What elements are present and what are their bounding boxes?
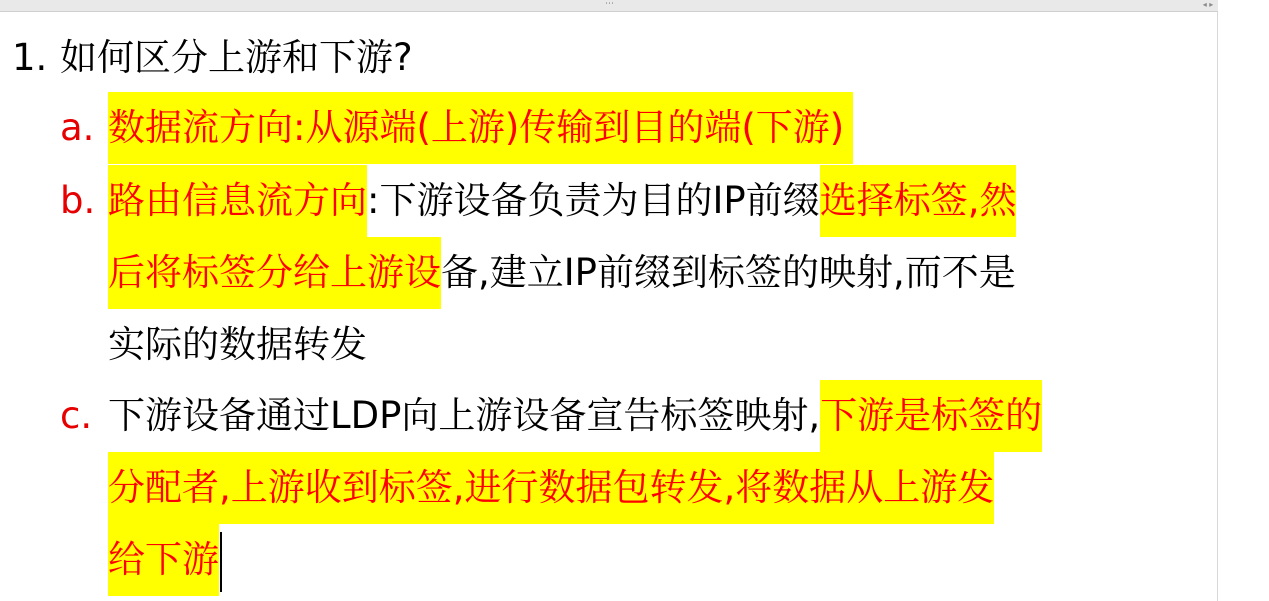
heading-text: 如何区分上游和下游? xyxy=(60,36,413,79)
item-b-line-2 xyxy=(108,243,1016,303)
item-a-highlight: 数据流方向:从源端(上游)传输到目的端(下游) xyxy=(108,92,853,164)
item-b-text-1: :下游设备负责为目的IP前缀 xyxy=(367,179,820,222)
list-marker-a: a. xyxy=(60,106,95,149)
item-b-line-3 xyxy=(108,315,367,375)
item-c-line-2 xyxy=(108,458,994,518)
item-b-highlight-2: 选择标签,然 xyxy=(820,165,1017,237)
item-b-highlight-1: 路由信息流方向 xyxy=(108,165,367,237)
item-c-line-1 xyxy=(108,386,1042,446)
item-c-highlight-1: 下游是标签的 xyxy=(820,380,1042,452)
list-number-1: 1. xyxy=(12,36,48,79)
item-b-line-1 xyxy=(108,171,1016,231)
resize-grip-icon[interactable]: ⋯ xyxy=(605,0,615,9)
list-marker-b: b. xyxy=(60,179,96,222)
item-c-text-1: 下游设备通过LDP向上游设备宣告标签映射, xyxy=(108,394,821,437)
document-top-ruler xyxy=(0,0,1218,12)
text-cursor xyxy=(220,532,222,592)
item-b-text-2: 备,建立IP前缀到标签的映射,而不是 xyxy=(441,251,1016,294)
item-b-text-3: 实际的数据转发 xyxy=(108,323,367,366)
list-marker-c: c. xyxy=(60,394,93,437)
page-right-border xyxy=(1217,12,1218,601)
item-b-highlight-3: 后将标签分给上游设 xyxy=(108,237,441,309)
item-c-line-3 xyxy=(108,530,222,590)
item-c-highlight-3: 给下游 xyxy=(108,524,219,596)
item-a-line xyxy=(108,98,853,158)
scroll-arrows-icon[interactable]: ◂ ▸ xyxy=(1202,0,1214,9)
document-body[interactable] xyxy=(0,12,1217,601)
item-c-highlight-2: 分配者,上游收到标签,进行数据包转发,将数据从上游发 xyxy=(108,452,994,524)
